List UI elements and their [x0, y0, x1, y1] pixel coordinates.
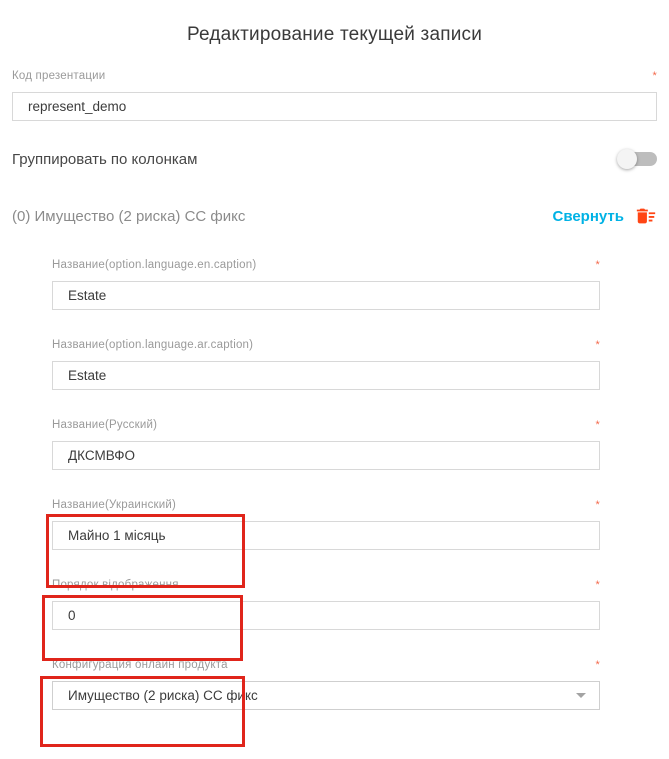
required-marker: *	[595, 259, 600, 271]
required-marker: *	[595, 579, 600, 591]
required-marker: *	[595, 659, 600, 671]
group-by-columns-label: Группировать по колонкам	[12, 150, 198, 168]
online-product-config-field	[52, 657, 600, 710]
name-en-field	[52, 257, 600, 310]
name-uk-input[interactable]	[52, 521, 600, 550]
group-by-columns-row	[12, 149, 657, 169]
required-marker: *	[652, 70, 657, 82]
field-label: Название(Украинский)	[52, 499, 177, 511]
chevron-down-icon	[576, 693, 586, 698]
edit-record-dialog	[0, 24, 669, 710]
name-ru-input[interactable]	[52, 441, 600, 470]
collapse-link[interactable]: Свернуть	[552, 207, 624, 225]
page-title: Редактирование текущей записи	[186, 24, 483, 45]
delete-sweep-icon[interactable]	[635, 205, 657, 227]
field-label: Порядок відображення	[52, 579, 179, 591]
group-by-columns-toggle[interactable]	[617, 149, 657, 169]
field-label: Название(option.language.en.caption)	[52, 259, 257, 271]
required-marker: *	[595, 419, 600, 431]
name-ar-field	[52, 337, 600, 390]
option-fields-group	[52, 257, 600, 710]
display-order-input[interactable]	[52, 601, 600, 630]
section-actions	[552, 205, 657, 227]
select-value: Имущество (2 риска) СС фикс	[68, 688, 258, 703]
presentation-code-field	[12, 68, 657, 121]
section-title: (0) Имущество (2 риска) СС фикс	[12, 207, 246, 225]
field-label: Название(option.language.ar.caption)	[52, 339, 254, 351]
field-label-row	[12, 68, 657, 82]
toggle-knob	[617, 149, 637, 169]
online-product-config-select[interactable]	[52, 681, 600, 710]
name-ru-field	[52, 417, 600, 470]
field-label: Код презентации	[12, 70, 106, 82]
display-order-field	[52, 577, 600, 630]
required-marker: *	[595, 339, 600, 351]
name-uk-field	[52, 497, 600, 550]
presentation-code-input[interactable]	[12, 92, 657, 121]
option-section-header	[12, 205, 657, 227]
required-marker: *	[595, 499, 600, 511]
name-en-input[interactable]	[52, 281, 600, 310]
name-ar-input[interactable]	[52, 361, 600, 390]
field-label: Конфигурация онлайн продукта	[52, 659, 228, 671]
field-label: Название(Русский)	[52, 419, 158, 431]
